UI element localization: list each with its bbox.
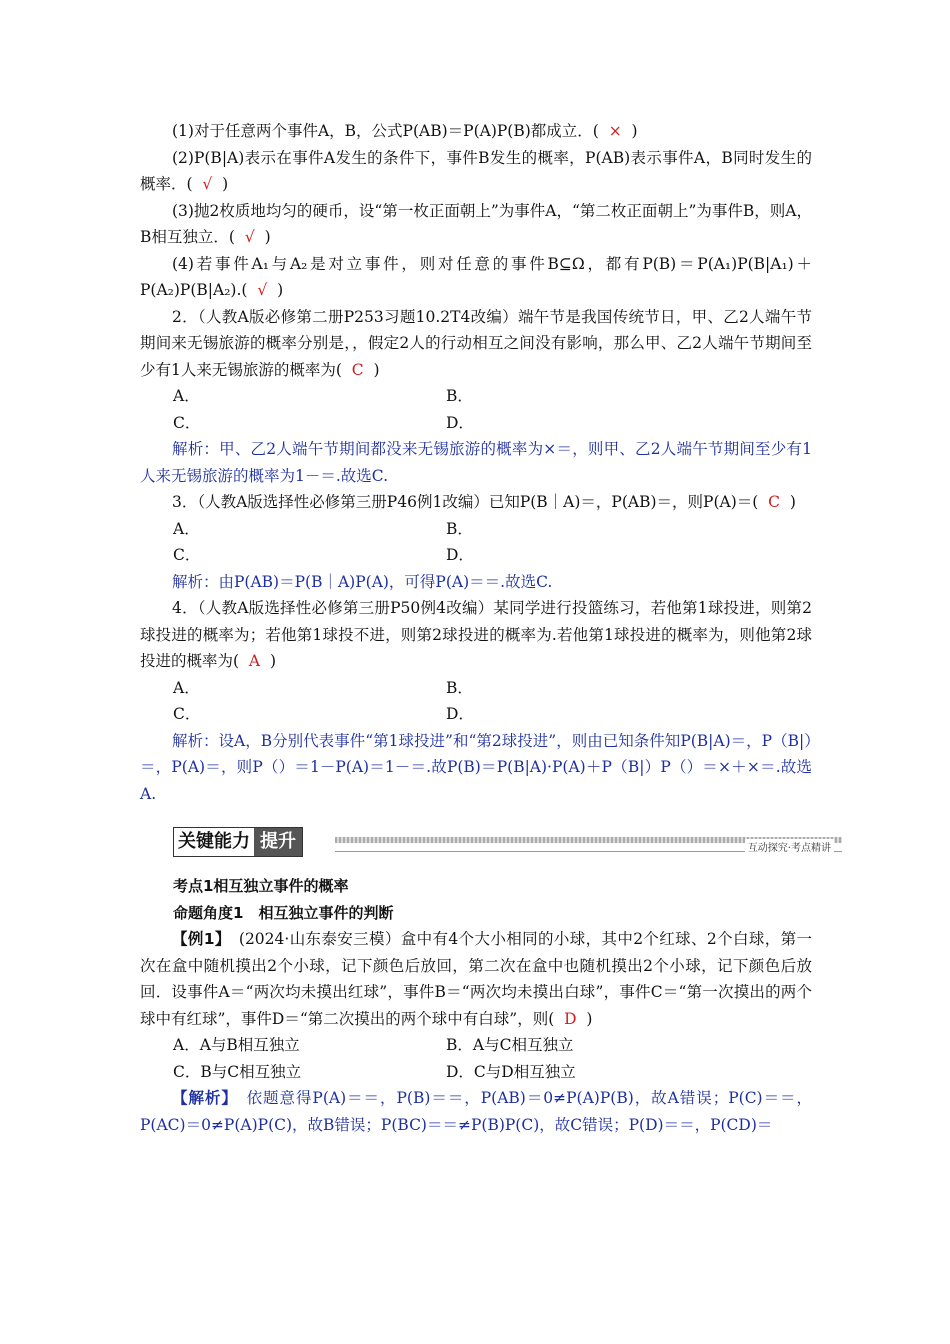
options-row — [140, 675, 812, 702]
angle-title: 命题角度1 相互独立事件的判断 — [173, 903, 394, 922]
options-row — [140, 410, 812, 437]
item-text: (2)P(B|A)表示在事件A发生的条件下，事件B发生的概率，P(AB)表示事件A，B同时发生的概率．( — [140, 148, 812, 193]
example-1 — [140, 926, 812, 1032]
answer-mark: C — [351, 360, 364, 379]
options-row — [140, 1032, 812, 1059]
option-b: B． — [446, 678, 473, 697]
item-text: (1)对于任意两个事件A，B，公式P(AB)＝P(A)P(B)都成立．( — [172, 122, 599, 140]
option-d: D． — [446, 705, 474, 723]
judgement-item-4 — [140, 251, 812, 304]
answer-mark: √ — [202, 175, 213, 193]
analysis-4: 解析：设A，B分别代表事件“第1球投进”和“第2球投进”，则由已知条件知P(B|A)＝，P（B|）＝，P(A)＝，则P（）＝1－P(A)＝1－＝.故P(B)＝P(B|A)·P(A)＋P（B|）P（）＝×＋×＝.故选A. — [140, 731, 812, 803]
question-3 — [140, 489, 812, 516]
paren-close: ) — [789, 493, 796, 511]
paren-close: ) — [264, 228, 271, 246]
answer-mark: A — [248, 652, 261, 670]
section-title-box — [173, 827, 303, 857]
option-d: D． — [446, 546, 474, 564]
section-title-highlight: 提升 — [254, 828, 302, 856]
analysis-text: 依题意得P(A)＝＝，P(B)＝＝，P(AB)＝0≠P(A)P(B)，故A错误；P(C)＝＝，P(AC)＝0≠P(A)P(C)，故B错误；P(BC)＝＝≠P(B)P(C)，故C错误；P(D)＝＝，P(CD)＝ — [140, 1089, 812, 1134]
answer-mark: D — [564, 1009, 577, 1028]
answer-mark: × — [608, 122, 622, 140]
options-row — [140, 701, 812, 728]
option-b: B． — [446, 519, 473, 538]
analysis-label: 【解析】 — [172, 1089, 231, 1107]
judgement-item-1 — [140, 118, 812, 145]
paren-close: ) — [277, 281, 284, 299]
paren-close: ) — [586, 1009, 593, 1028]
option-c: C． — [173, 546, 201, 564]
judgement-item-2 — [140, 145, 812, 198]
option-a: A． — [173, 519, 200, 538]
analysis-3: 解析：由P(AB)＝P(B｜A)P(A)，可得P(A)＝＝.故选C. — [172, 572, 553, 591]
question-2 — [140, 304, 812, 384]
analysis-example-1 — [140, 1085, 812, 1138]
option-c: C．B与C相互独立 — [173, 1062, 302, 1081]
paren-close: ) — [631, 122, 638, 140]
option-c: C． — [173, 705, 201, 723]
options-row — [140, 516, 812, 543]
answer-mark: √ — [257, 281, 268, 299]
section-header — [140, 825, 831, 859]
paren-close: ) — [269, 652, 277, 670]
example-label: 【例1】 — [172, 930, 224, 948]
option-a: A．A与B相互独立 — [173, 1036, 300, 1054]
option-b: B． — [446, 387, 473, 405]
options-row — [140, 1059, 812, 1086]
question-stem: 4．（人教A版选择性必修第三册P50例4改编）某同学进行投篮练习，若他第1球投进，则第2球投进的概率为；若他第1球投不进，则第2球投进的概率为.若他第1球投进的概率为，则他第2球投进的概率为( — [140, 599, 812, 670]
judgement-item-3 — [140, 198, 812, 251]
option-d: D．C与D相互独立 — [446, 1062, 576, 1081]
option-c: C． — [173, 413, 201, 432]
option-a: A． — [173, 387, 200, 405]
question-stem: (2024·山东泰安三模）盒中有4个大小相同的小球，其中2个红球、2个白球，第一次在盒中随机摸出2个小球，记下颜色后放回，第二次在盒中也随机摸出2个小球，记下颜色后放回．设事件A＝“两次均未摸出红球”，事件B＝“两次均未摸出白球”，事件C＝“第一次摸出的两个球中有红球”，事件D＝“第二次摸出的两个球中有白球”，则( — [140, 930, 812, 1028]
answer-mark: √ — [244, 228, 255, 246]
option-a: A． — [173, 678, 200, 697]
question-stem: 2．（人教A版必修第二册P253习题10.2T4改编）端午节是我国传统节日，甲、乙2人端午节期间来无锡旅游的概率分别是，，假定2人的行动相互之间没有影响，那么甲、乙2人端午节期间至少有1人来无锡旅游的概率为( — [140, 307, 812, 379]
page-content — [140, 118, 831, 1138]
section-title: 关键能力 — [174, 828, 254, 856]
item-text: (4)若事件A₁与A₂是对立事件，则对任意的事件B⊆Ω，都有P(B)＝P(A₁)P(B|A₁)＋P(A₂)P(B|A₂).( — [140, 254, 812, 299]
item-text: (3)抛2枚质地均匀的硬币，设“第一枚正面朝上”为事件A，“第二枚正面朝上”为事件B，则A，B相互独立．( — [140, 201, 812, 246]
option-d: D． — [446, 413, 474, 432]
section-tag: 互动探究·考点精讲 — [745, 839, 834, 854]
options-row — [140, 383, 812, 410]
option-b: B．A与C相互独立 — [446, 1036, 574, 1054]
kaodian-title: 考点1相互独立事件的概率 — [173, 877, 349, 895]
question-4 — [140, 595, 812, 675]
question-stem: 3．（人教A版选择性必修第三册P46例1改编）已知P(B｜A)＝，P(AB)＝，则P(A)＝( — [172, 493, 759, 511]
options-row — [140, 542, 812, 569]
paren-close: ) — [222, 175, 229, 193]
paren-close: ) — [373, 360, 380, 379]
answer-mark: C — [768, 493, 781, 511]
analysis-2: 解析：甲、乙2人端午节期间都没来无锡旅游的概率为×＝，则甲、乙2人端午节期间至少有1人来无锡旅游的概率为1－＝.故选C. — [140, 440, 812, 485]
